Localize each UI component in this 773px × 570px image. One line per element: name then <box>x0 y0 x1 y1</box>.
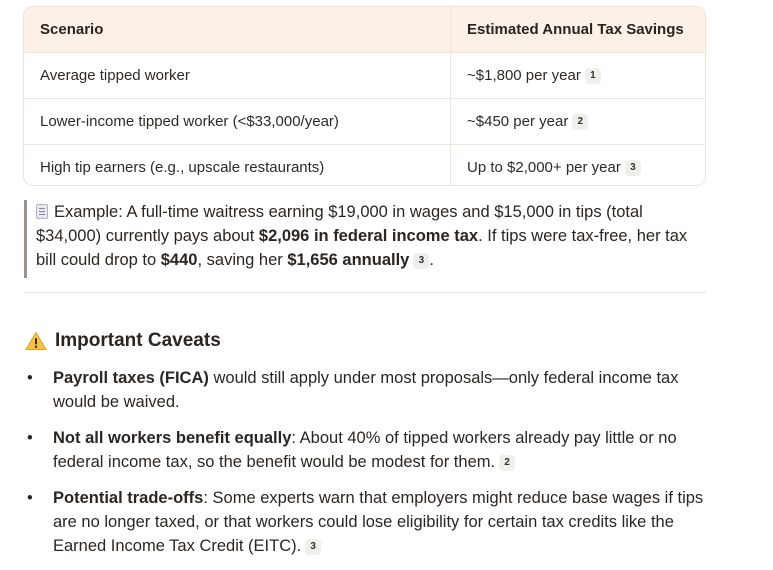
scenario-cell: High tip earners (e.g., upscale restaurants) <box>24 145 451 187</box>
section-divider <box>24 292 706 293</box>
example-text-1: Example: A full-time waitress earning $19,000 in wages and $15,000 in tips (total $34,000) currently pays about <box>36 203 643 245</box>
table-header-row <box>24 7 705 53</box>
example-blockquote <box>24 200 706 278</box>
example-bold-savings: $1,656 annually <box>287 251 410 269</box>
caveats-list <box>23 366 713 570</box>
memo-icon <box>36 204 48 219</box>
savings-table <box>23 6 706 186</box>
savings-value: ~$450 per year <box>467 113 569 130</box>
column-header-scenario: Scenario <box>24 7 451 53</box>
citation-badge[interactable]: 1 <box>585 68 601 84</box>
savings-cell <box>451 99 706 145</box>
citation-badge[interactable]: 2 <box>499 455 515 471</box>
savings-value: Up to $2,000+ per year <box>467 159 621 176</box>
savings-value: ~$1,800 per year <box>467 67 581 84</box>
table-row <box>24 53 705 99</box>
caveat-text: would still apply under most proposals—only federal income tax would be waived. <box>53 369 679 411</box>
list-item <box>23 366 713 414</box>
caveats-title: Important Caveats <box>55 330 221 351</box>
example-bold-new-tax: $440 <box>160 251 198 269</box>
example-bold-tax: $2,096 in federal income tax <box>258 227 479 245</box>
list-item <box>23 426 713 474</box>
table-row <box>24 145 705 187</box>
caveat-bold: Potential trade-offs <box>53 489 204 507</box>
scenario-cell: Average tipped worker <box>24 53 451 99</box>
caveat-text: : About 40% of tipped workers already pay little or no federal income tax, so the benefit would be modest for them. <box>53 429 677 471</box>
column-header-savings: Estimated Annual Tax Savings <box>451 7 706 53</box>
savings-table-grid <box>24 7 705 186</box>
citation-badge[interactable]: 3 <box>625 160 641 176</box>
caveat-bold: Not all workers benefit equally <box>53 429 292 447</box>
citation-badge[interactable]: 2 <box>572 114 588 130</box>
example-text-end: . <box>429 251 434 269</box>
caveats-heading <box>25 330 221 352</box>
warning-icon <box>25 331 47 351</box>
savings-cell <box>451 53 706 99</box>
example-text-3: , saving her <box>197 251 288 269</box>
caveat-text: : Some experts warn that employers might reduce base wages if tips are no longer taxed, or that workers could lose eligibility for certain tax credits like the Earned Income Tax Credit (EITC). <box>53 489 704 555</box>
example-text-2: . If tips were tax-free, her tax bill could drop to <box>36 227 688 269</box>
citation-badge[interactable]: 3 <box>305 539 321 555</box>
list-item <box>23 486 713 558</box>
scenario-cell: Lower-income tipped worker (<$33,000/year) <box>24 99 451 145</box>
table-row <box>24 99 705 145</box>
caveat-bold: Payroll taxes (FICA) <box>53 369 209 387</box>
savings-cell <box>451 145 706 187</box>
citation-badge[interactable]: 3 <box>413 253 429 269</box>
